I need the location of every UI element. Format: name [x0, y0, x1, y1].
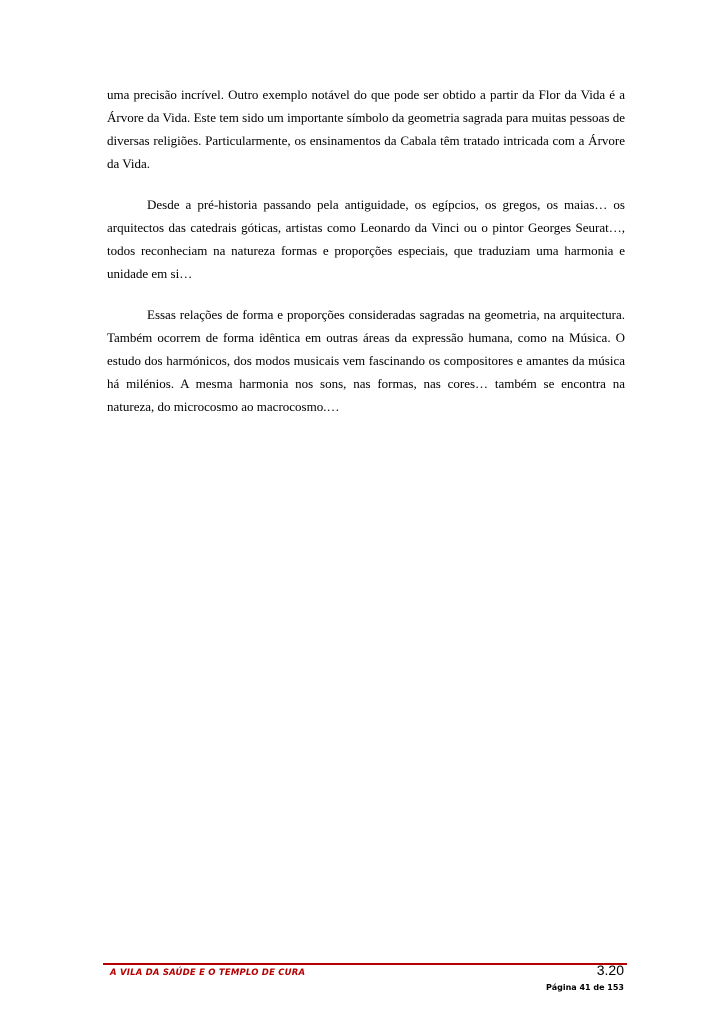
page-number: Página 41 de 153 [546, 983, 624, 992]
paragraph-2: Desde a pré-historia passando pela antiguidade, os egípcios, os gregos, os maias… os arquitectos das catedrais góticas, artistas como Leonardo da Vinci ou o pintor Georges Seurat…, todos reconheciam na natureza formas e proporções especiais, que traduziam uma harmonia e unidade em si… [107, 197, 625, 281]
footer-divider [103, 963, 627, 965]
footer-title: A VILA DA SAÚDE E O TEMPLO DE CURA [110, 968, 306, 978]
body-text [107, 83, 625, 436]
footer-version: 3.20 [596, 962, 624, 978]
paragraph-3: Essas relações de forma e proporções consideradas sagradas na geometria, na arquitectura. Também ocorrem de forma idêntica em outras áreas da expressão humana, como na Música. O estudo dos harmónicos, dos modos musicais vem fascinando os compositores e amantes da música há milénios. A mesma harmonia nos sons, nas formas, nas cores… também se encontra na natureza, do microcosmo ao macrocosmo.… [107, 307, 625, 414]
paragraph-1: uma precisão incrível. Outro exemplo notável do que pode ser obtido a partir da Flor da Vida é a Árvore da Vida. Este tem sido um importante símbolo da geometria sagrada para muitas pessoas de diversas religiões. Particularmente, os ensinamentos da Cabala têm tratado intricada com a Árvore da Vida. [107, 87, 625, 171]
